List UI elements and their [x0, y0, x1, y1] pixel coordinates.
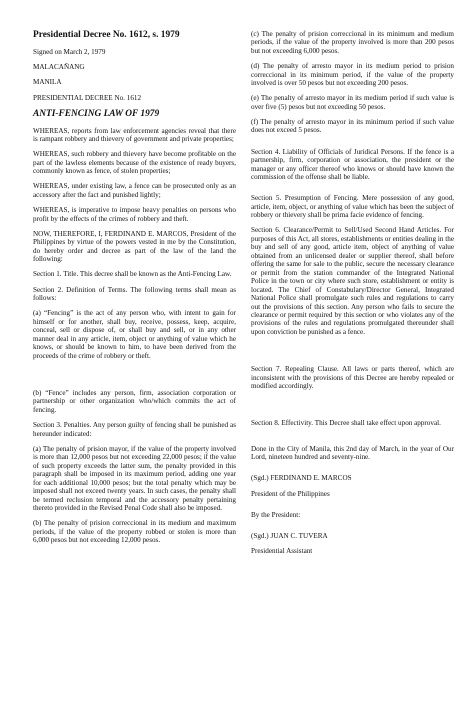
done-in-manila: Done in the City of Manila, this 2nd day of March, in the year of Our Lord, nineteen hundred and seventy-nine. [251, 444, 454, 462]
section-2a: (a) “Fencing” is the act of any person who, with intent to gain for himself or for another, shall buy, receive, possess, keep, acquire, conceal, sell or dispose of, or shall buy and sell, or in any other manner deal in any article, item, object or anything of value which he knows, or should be known to him, to have been derived from the proceeds of the crime of robbery or theft. [33, 309, 236, 360]
two-column-layout [33, 30, 454, 563]
signature-tuvera: (Sgd.) JUAN C. TUVERA [251, 532, 328, 541]
whereas-1: WHEREAS, reports from law enforcement agencies reveal that there is rampant robbery and thievery of government and private properties; [33, 126, 236, 144]
decree-title: Presidential Decree No. 1612, s. 1979 [33, 30, 180, 40]
law-title: ANTI-FENCING LAW OF 1979 [33, 108, 160, 119]
section-2b: (b) “Fence” includes any person, firm, association corporation or partnership or other organization who/which commits the act of fencing. [33, 388, 236, 414]
place-line: MALACAÑANG [33, 63, 85, 72]
signed-date: Signed on March 2, 1979 [33, 47, 106, 56]
section-3d: (d) The penalty of arresto mayor in its medium period to prision correccional in its minimum period, if the value of the property involved is over 50 pesos but not exceeding 200 pesos. [251, 62, 454, 88]
section-3f: (f) The penalty of arresto mayor in its minimum period if such value does not exceed 5 pesos. [251, 118, 454, 135]
section-3: Section 3. Penalties. Any person guilty of fencing shall be punished as hereunder indicated: [33, 421, 236, 438]
section-3a: (a) The penalty of prision mayor, if the value of the property involved is more than 12,000 pesos but not exceeding 22,000 pesos; if the value of such property exceeds the latter sum, the penalty provided in this paragraph shall be imposed in its maximum period, adding one year for each additional 10,000 pesos; but the total penalty which may be imposed shall not exceed twenty years. In such cases, the penalty shall be termed reclusion temporal and the accessory penalty pertaining thereto provided in the Revised Penal Code shall also be imposed. [33, 444, 236, 512]
role-president: President of the Philippines [251, 489, 330, 498]
section-3e: (e) The penalty of arresto mayor in its medium period if such value is over five (5) pesos but not exceeding 50 pesos. [251, 94, 454, 111]
section-3b: (b) The penalty of prision correccional in its medium and maximum periods, if the value of the property robbed or stolen is more than 6,000 pesos but not exceeding 12,000 pesos. [33, 519, 236, 545]
section-7: Section 7. Repealing Clause. All laws or parts thereof, which are inconsistent with the provisions of this Decree are hereby repealed or modified accordingly. [251, 365, 454, 391]
now-therefore: NOW, THEREFORE, I, FERDINAND E. MARCOS, President of the Philippines by virtue of the powers vested in me by the Constitution, do hereby order and decree as part of the law of the land the following: [33, 229, 236, 264]
role-assistant: Presidential Assistant [251, 547, 313, 556]
section-4: Section 4. Liability of Officials of Juridical Persons. If the fence is a partnership, firm, corporation or association, the president or the manager or any officer thereof who knows or should have known the commission of the offense shall be liable. [251, 147, 454, 182]
section-3c: (c) The penalty of prision correccional in its minimum and medium periods, if the value of the property involved is more than 200 pesos but not exceeding 6,000 pesos. [251, 30, 454, 55]
right-column [251, 30, 454, 563]
section-1: Section 1. Title. This decree shall be known as the Anti-Fencing Law. [33, 270, 232, 279]
left-column [33, 30, 236, 563]
whereas-2: WHEREAS, such robbery and thievery have become profitable on the part of the lawless elements because of the existence of ready buyers, commonly known as fence, of stolen properties; [33, 150, 236, 176]
decree-number: PRESIDENTIAL DECREE No. 1612 [33, 93, 142, 102]
whereas-4: WHEREAS, is imperative to impose heavy penalties on persons who profit by the effects of the crimes of robbery and theft. [33, 206, 236, 223]
signature-marcos: (Sgd.) FERDINAND E. MARCOS [251, 474, 352, 483]
section-8: Section 8. Effectivity. This Decree shall take effect upon approval. [251, 419, 441, 428]
section-5: Section 5. Presumption of Fencing. Mere possession of any good, article, item, object, or anything of value which has been the subject of robbery or thievery shall be prima facie evidence of fencing. [251, 194, 454, 220]
section-2: Section 2. Definition of Terms. The following terms shall mean as follows: [33, 285, 236, 303]
by-the-president: By the President: [251, 510, 301, 519]
city-line: MANILA [33, 78, 62, 87]
section-6: Section 6. Clearance/Permit to Sell/Used Second Hand Articles. For purposes of this Act, all stores, establishments or entities dealing in the buy and sell of any good, article item, object of anything of value obtained from an unlicensed dealer or supplier thereof, shall before offering the same for sale to the public, secure the necessary clearance or permit from the station commander of the Integrated National Police in the town or city where such store, establishment or entity is located. The Chief of Constabulary/Director General, Integrated National Police shall promulgate such rules and regulations to carry out the provisions of this section. Any person who fails to secure the clearance or permit required by this section or who violates any of the provisions of the rules and regulations promulgated thereunder shall upon conviction be punished as a fence. [251, 226, 454, 336]
whereas-3: WHEREAS, under existing law, a fence can be prosecuted only as an accessory after the fact and punished lightly; [33, 182, 236, 199]
